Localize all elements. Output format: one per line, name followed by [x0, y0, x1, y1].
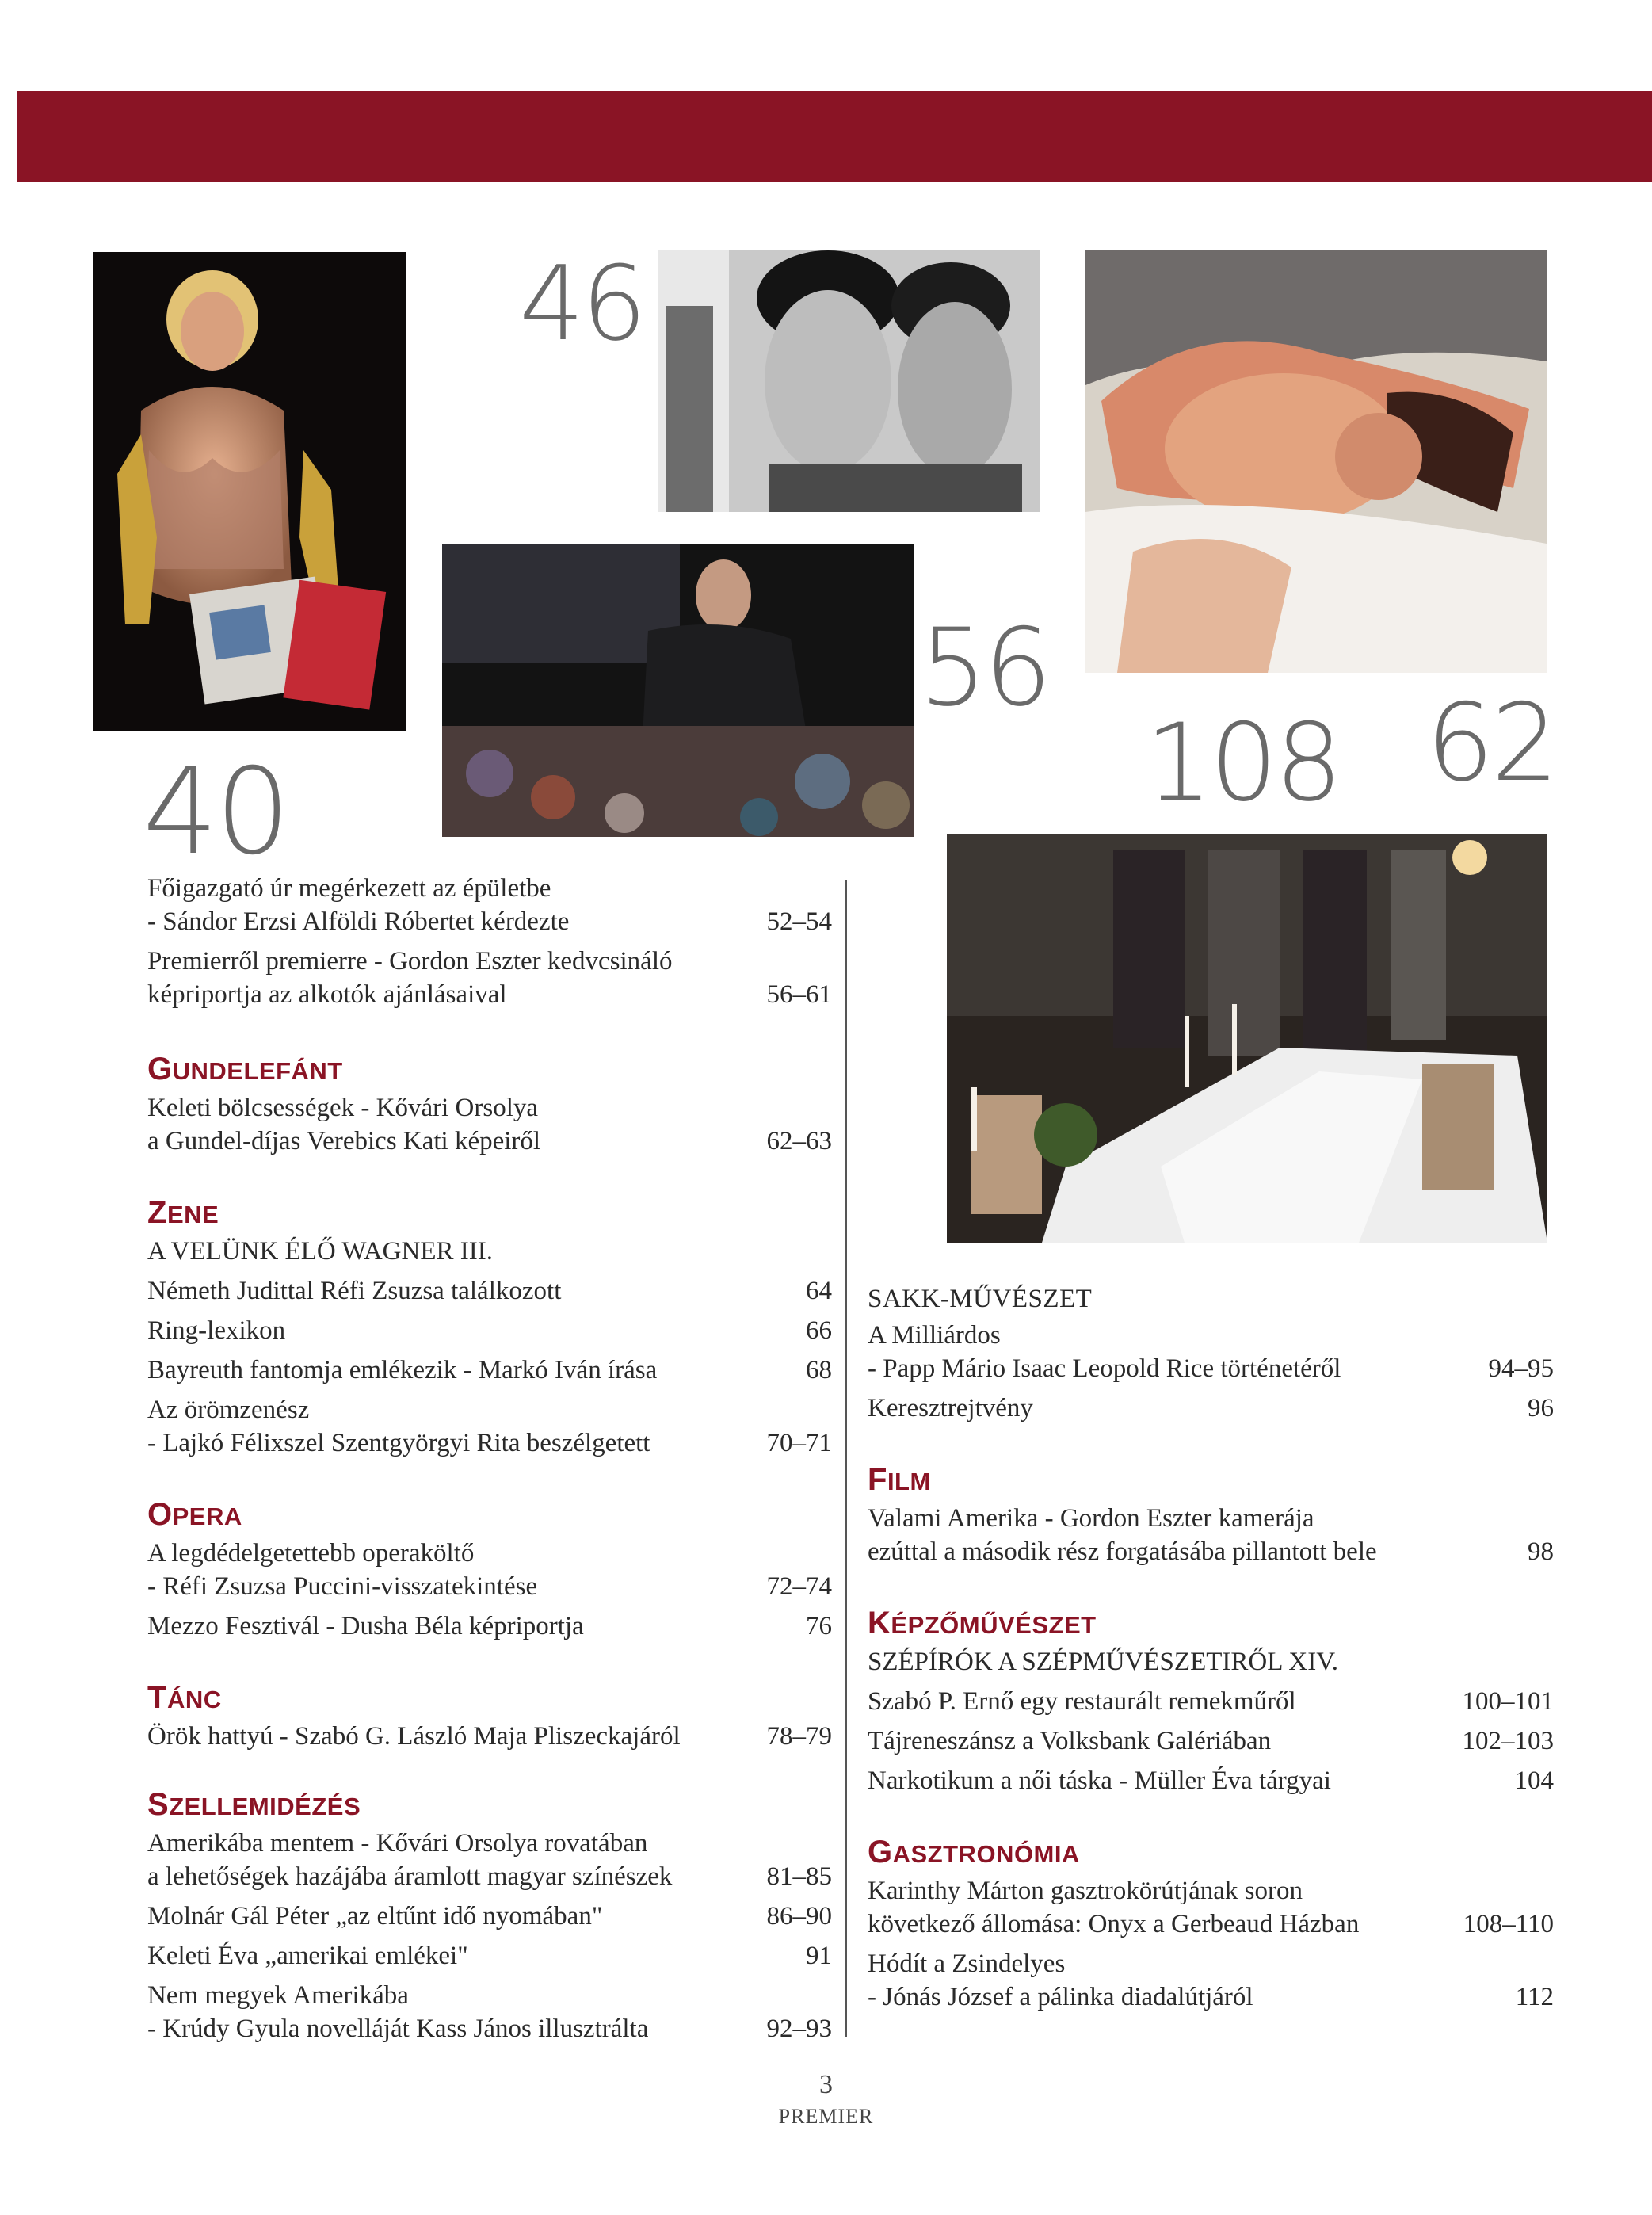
toc-left-column — [147, 872, 832, 2045]
toc-entry[interactable] — [147, 1900, 832, 1933]
toc-entry[interactable] — [147, 1610, 832, 1643]
page-number-photo-man-on-clothes: 56 — [919, 605, 1049, 730]
toc-entry[interactable] — [868, 1724, 1554, 1758]
toc-page-number: 52–54 — [766, 907, 832, 936]
section-heading-sakk-muveszet: SAKK-MŰVÉSZET — [868, 1285, 1093, 1313]
toc-page-number: 108–110 — [1463, 1910, 1554, 1938]
toc-page-number: 100–101 — [1462, 1687, 1554, 1716]
section-heading-szellemidezes: SZELLEMIDÉZÉS — [147, 1787, 361, 1822]
toc-page-number: 104 — [1514, 1766, 1554, 1795]
toc-entry[interactable] — [147, 1537, 832, 1603]
toc-entry-line: Keleti Éva „amerikai emlékei" — [147, 1942, 468, 1970]
section-subheading: A VELÜNK ÉLŐ WAGNER III. — [147, 1237, 493, 1266]
section-heading-gundelefant: GUNDELEFÁNT — [147, 1052, 343, 1086]
toc-entry-line: a Gundel-díjas Verebics Kati képeiről — [147, 1127, 541, 1155]
toc-entry-line: Tájreneszánsz a Volksbank Galériában — [868, 1727, 1272, 1755]
toc-entry[interactable] — [147, 1314, 832, 1347]
toc-page-number: 94–95 — [1488, 1354, 1554, 1383]
toc-entry-line: ezúttal a második rész forgatásába pillantott bele — [868, 1537, 1377, 1566]
toc-entry-line: - Lajkó Félixszel Szentgyörgyi Rita beszélgetett — [147, 1429, 650, 1457]
toc-entry-line: Örök hattyú - Szabó G. László Maja Pliszeckajáról — [147, 1722, 681, 1751]
folio-page-number: 3 — [819, 2070, 833, 2099]
toc-entry-line: - Réfi Zsuzsa Puccini-visszatekintése — [147, 1572, 538, 1601]
page-number-photo-painting: 62 — [1426, 681, 1556, 805]
toc-entry-line: Molnár Gál Péter „az eltűnt idő nyomában" — [147, 1902, 603, 1930]
toc-entry[interactable] — [868, 1319, 1554, 1385]
page-number-photo-two-faces: 46 — [519, 243, 644, 364]
toc-entry-line: Főigazgató úr megérkezett az épületbe — [147, 874, 551, 903]
toc-entry-line: Az örömzenész — [147, 1396, 310, 1424]
toc-entry-line: Narkotikum a női táska - Müller Éva tárgyai — [868, 1766, 1331, 1795]
toc-entry[interactable] — [868, 1874, 1554, 1941]
toc-page-number: 76 — [806, 1612, 832, 1640]
toc-entry[interactable] — [868, 1764, 1554, 1797]
toc-page-number: 102–103 — [1462, 1727, 1554, 1755]
toc-page-number: 91 — [806, 1942, 832, 1970]
toc-entry[interactable] — [868, 1392, 1554, 1425]
toc-page-number: 62–63 — [766, 1127, 832, 1155]
toc-page-number: 70–71 — [766, 1429, 832, 1457]
column-divider — [845, 880, 847, 2037]
section-heading-zene: ZENE — [147, 1195, 219, 1230]
toc-entry-line: Keresztrejtvény — [868, 1394, 1033, 1423]
toc-page-number: 56–61 — [766, 980, 832, 1009]
page-number-photo-performer: 40 — [143, 743, 288, 881]
toc-entry[interactable] — [868, 1947, 1554, 2014]
toc-entry-line: Németh Judittal Réfi Zsuzsa találkozott — [147, 1277, 562, 1305]
toc-entry-line: Szabó P. Ernő egy restaurált remekműről — [868, 1687, 1296, 1716]
toc-entry[interactable] — [147, 1274, 832, 1308]
toc-page-number: 81–85 — [766, 1862, 832, 1891]
toc-entry-line: képriportja az alkotók ajánlásaival — [147, 980, 507, 1009]
toc-page-number: 78–79 — [766, 1722, 832, 1751]
toc-entry-line: Ring-lexikon — [147, 1316, 286, 1345]
section-heading-film: FILM — [868, 1462, 931, 1497]
section-subheading: SZÉPÍRÓK A SZÉPMŰVÉSZETIRŐL XIV. — [868, 1648, 1339, 1676]
toc-entry[interactable] — [147, 1979, 832, 2045]
photo-man-on-clothes — [442, 544, 914, 837]
toc-entry[interactable] — [147, 1354, 832, 1387]
toc-entry[interactable] — [868, 1502, 1554, 1568]
toc-entry[interactable] — [147, 945, 832, 1011]
section-heading-gasztronomia: GASZTRONÓMIA — [868, 1835, 1080, 1869]
section-heading-opera: OPERA — [147, 1497, 242, 1532]
toc-entry[interactable] — [147, 1393, 832, 1460]
toc-entry[interactable] — [147, 1939, 832, 1972]
toc-right-column — [868, 1282, 1554, 2014]
toc-entry-line: - Jónás József a pálinka diadalútjáról — [868, 1983, 1253, 2011]
folio-magazine-name: PREMIER — [778, 2105, 874, 2128]
toc-entry[interactable] — [147, 1827, 832, 1893]
page-number-photo-restaurant: 108 — [1145, 701, 1340, 825]
section-heading-kepzomuveszet: KÉPZŐMŰVÉSZET — [868, 1606, 1097, 1640]
toc-entry-line: Valami Amerika - Gordon Eszter kamerája — [868, 1504, 1314, 1533]
toc-entry-line: Nem megyek Amerikába — [147, 1981, 409, 2010]
section-heading-tanc: TÁNC — [147, 1680, 222, 1715]
toc-entry-line: - Krúdy Gyula novelláját Kass János illusztrálta — [147, 2015, 649, 2043]
toc-entry-line: - Papp Mário Isaac Leopold Rice történetéről — [868, 1354, 1341, 1383]
toc-entry-line: - Sándor Erzsi Alföldi Róbertet kérdezte — [147, 907, 570, 936]
toc-entry[interactable] — [868, 1685, 1554, 1718]
toc-page-number: 92–93 — [766, 2015, 832, 2043]
toc-page-number: 66 — [806, 1316, 832, 1345]
toc-entry-line: következő állomása: Onyx a Gerbeaud Házban — [868, 1910, 1360, 1938]
photo-two-faces — [658, 250, 1040, 512]
toc-page-number: 96 — [1528, 1394, 1554, 1423]
toc-entry-line: Premierről premierre - Gordon Eszter kedvcsináló — [147, 947, 673, 976]
toc-entry[interactable] — [147, 1091, 832, 1158]
toc-entry-line: Bayreuth fantomja emlékezik - Markó Iván írása — [147, 1356, 658, 1384]
photo-performer — [93, 252, 406, 731]
top-color-band — [17, 91, 1652, 182]
toc-page-number: 86–90 — [766, 1902, 832, 1930]
toc-page-number: 68 — [806, 1356, 832, 1384]
toc-entry-line: Keleti bölcsességek - Kővári Orsolya — [147, 1094, 539, 1122]
toc-page-number: 98 — [1528, 1537, 1554, 1566]
toc-page-number: 72–74 — [766, 1572, 832, 1601]
toc-page-number: 112 — [1515, 1983, 1554, 2011]
toc-entry-line: A legdédelgetettebb operaköltő — [147, 1539, 475, 1568]
photo-painting — [1085, 250, 1547, 673]
toc-entry[interactable] — [147, 872, 832, 938]
toc-entry[interactable] — [147, 1720, 832, 1753]
photo-restaurant — [947, 834, 1547, 1243]
toc-entry-line: a lehetőségek hazájába áramlott magyar színészek — [147, 1862, 673, 1891]
toc-entry-line: Karinthy Márton gasztrokörútjának soron — [868, 1877, 1303, 1905]
toc-entry-line: Hódít a Zsindelyes — [868, 1950, 1066, 1978]
toc-page-number: 64 — [806, 1277, 832, 1305]
toc-entry-line: Mezzo Fesztivál - Dusha Béla képriportja — [147, 1612, 584, 1640]
toc-entry-line: A Milliárdos — [868, 1321, 1001, 1350]
toc-entry-line: Amerikába mentem - Kővári Orsolya rovatában — [147, 1829, 648, 1858]
